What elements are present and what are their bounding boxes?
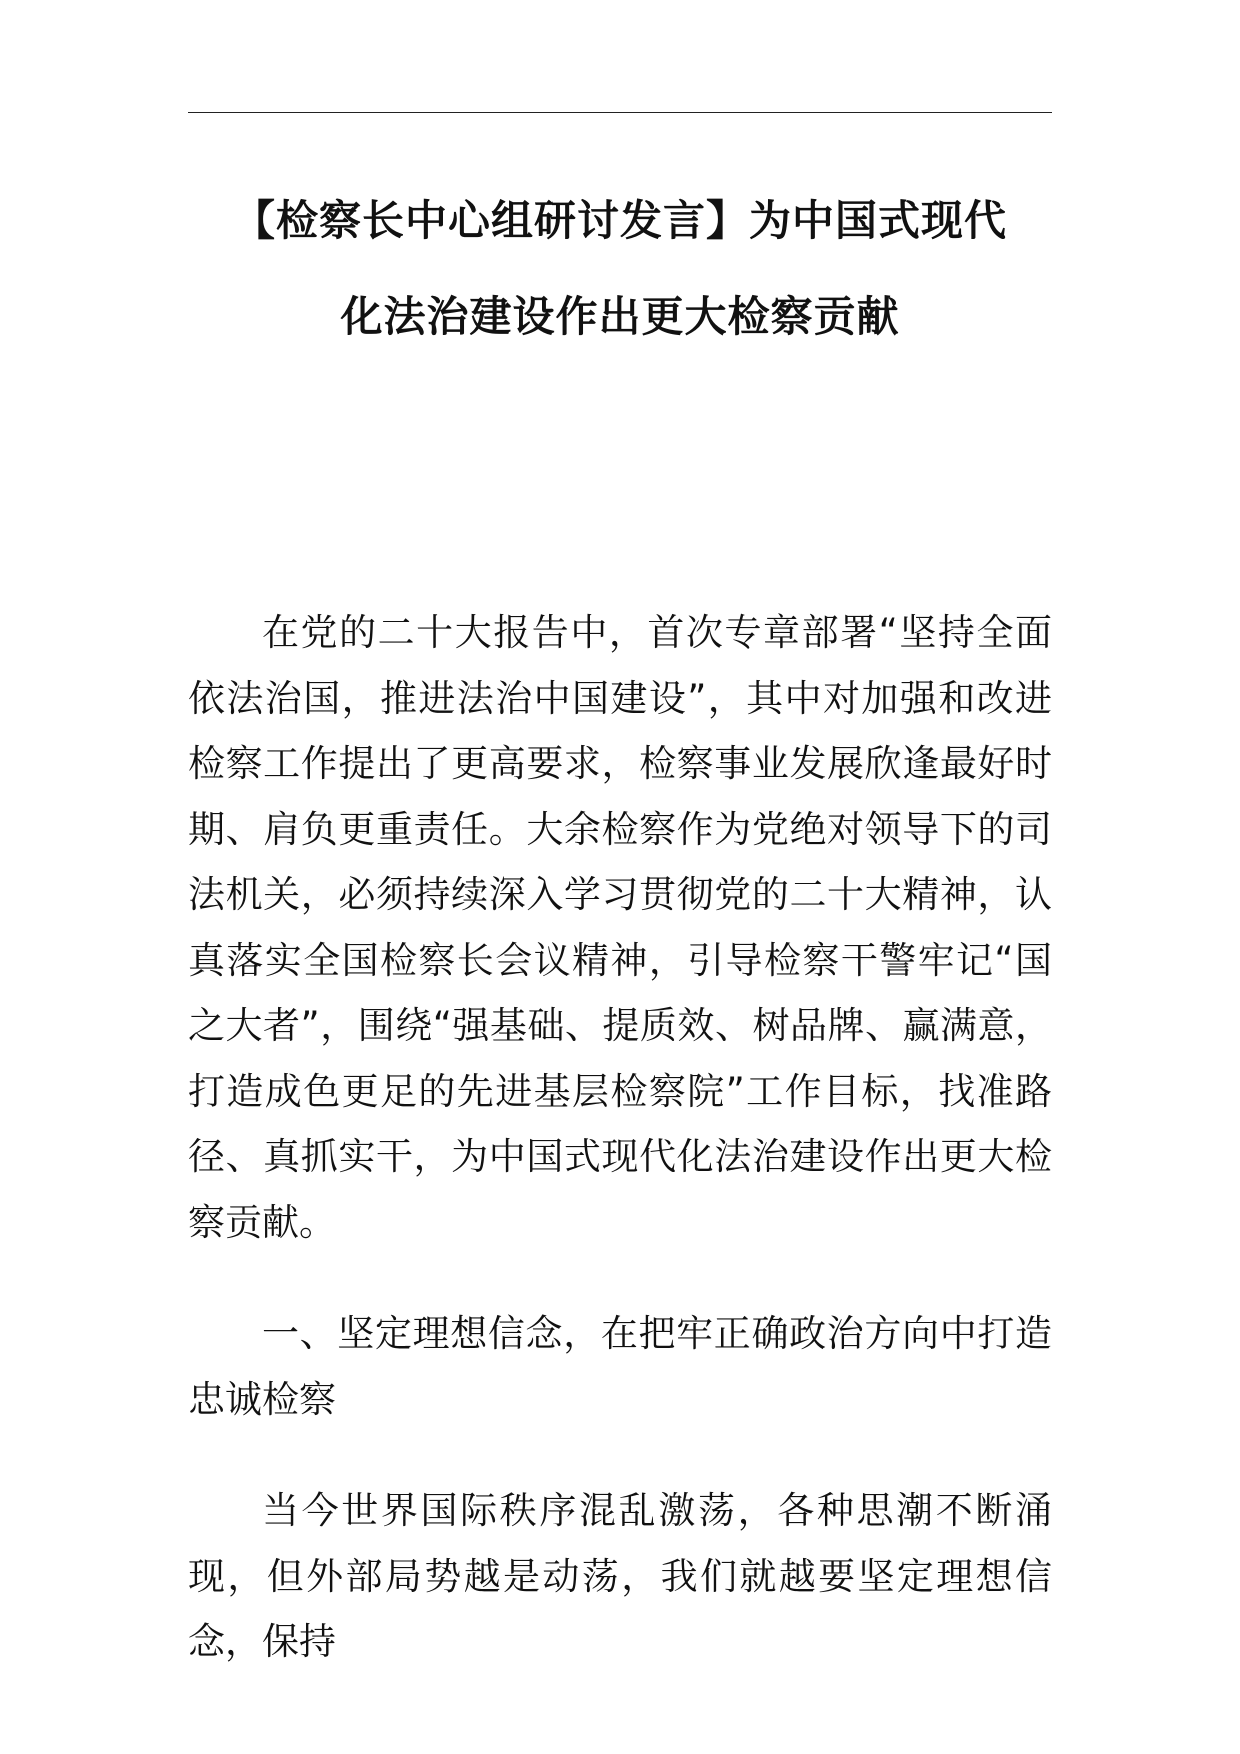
title-line-2: 化法治建设作出更大检察贡献 xyxy=(340,292,900,341)
title-line-1: 【检察长中心组研讨发言】为中国式现代 xyxy=(232,196,1007,245)
document-title xyxy=(188,196,1052,392)
paragraph-section-1: 当今世界国际秩序混乱激荡，各种思潮不断涌现，但外部局势越是动荡，我们就越要坚定理想信念，保持 xyxy=(188,1489,1052,1663)
header-rule xyxy=(188,112,1052,113)
document-body xyxy=(188,600,1052,1675)
paragraph-intro: 在党的二十大报告中，首次专章部署“坚持全面依法治国，推进法治中国建设”，其中对加强和改进检察工作提出了更高要求，检察事业发展欣逢最好时期、肩负更重责任。大余检察作为党绝对领导下的司法机关，必须持续深入学习贯彻党的二十大精神，认真落实全国检察长会议精神，引导检察干警牢记“国之大者”，围绕“强基础、提质效、树品牌、赢满意，打造成色更足的先进基层检察院”工作目标，找准路径、真抓实干，为中国式现代化法治建设作出更大检察贡献。 xyxy=(188,611,1052,1244)
section-heading-1: 一、坚定理想信念，在把牢正确政治方向中打造忠诚检察 xyxy=(188,1312,1052,1421)
